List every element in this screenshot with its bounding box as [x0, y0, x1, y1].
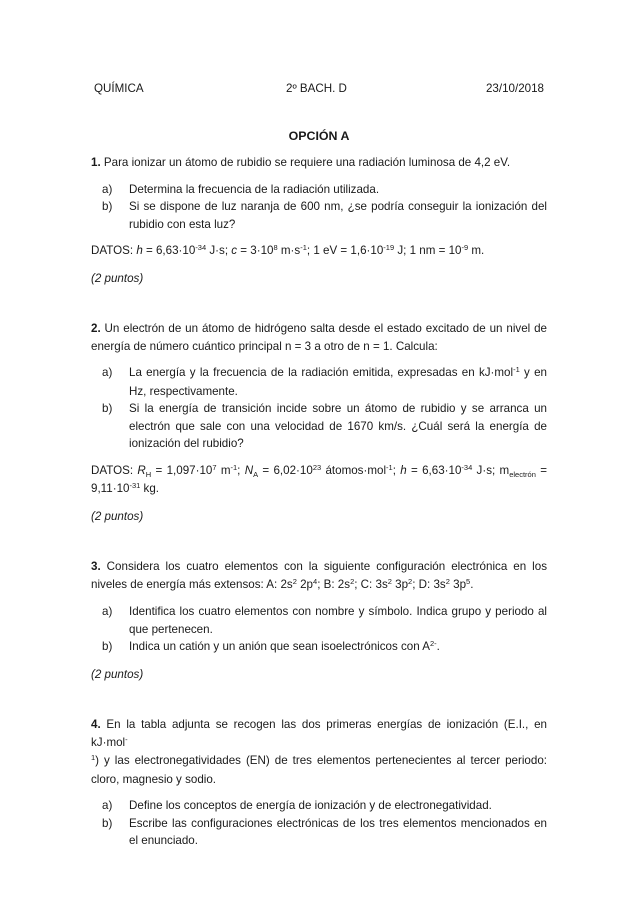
question-number: 1.	[91, 156, 101, 169]
item-label: a)	[102, 182, 113, 196]
question-2-data: DATOS: $R_H = 1,097\cdot 10^7$ $m^{-1}$; $N_A = 6,02\cdot 10^{23}$ átomos·mol$^{-1}$; $h = 6,63\cdot 10^{-34}$ J·s; $m_{electrón} = 9,11\cdot 10^{-31}$ kg.	[91, 462, 547, 495]
question-text: En la tabla adjunta se recogen las dos primeras energías de ionización (E.I., en kJ·mol	[91, 718, 547, 749]
section-title: OPCIÓN A	[288, 129, 350, 143]
list-item	[91, 815, 547, 850]
question-2-items	[91, 364, 547, 453]
exam-content	[91, 154, 547, 859]
question-number: 3.	[91, 560, 101, 573]
item-text: Si la energía de transición incide sobre un átomo de rubidio y se arranca un electrón que sale con una velocidad de 1670 km/s. ¿Cuál será la energía de ionización del rubidio?	[129, 402, 547, 450]
header-subject: QUÍMICA	[94, 82, 144, 95]
question-text: Considera los cuatro elementos con la siguiente configuración electrónica en los niveles de energía más extensos: A: 2s	[91, 560, 547, 591]
question-4-items	[91, 797, 547, 850]
question-1-items	[91, 181, 547, 234]
header-course: 2º BACH. D	[286, 82, 347, 95]
item-label: b)	[102, 402, 113, 415]
item-label: a)	[102, 366, 113, 379]
item-text: Indica un catión y un anión que sean isoelectrónicos con A	[129, 640, 430, 653]
item-label: b)	[102, 816, 113, 830]
header-date: 23/10/2018	[485, 82, 544, 95]
question-3-items	[91, 603, 547, 657]
item-label: a)	[102, 605, 113, 618]
question-text: Un electrón de un átomo de hidrógeno salta desde el estado excitado de un nivel de energía de número cuántico principal n = 3 a otro de n = 1. Calcula:	[91, 322, 547, 353]
list-item	[91, 797, 547, 815]
list-item: b) Indica un catión y un anión que sean isoelectrónicos con $A^{2-}$.	[91, 638, 547, 657]
item-text: Determina la frecuencia de la radiación utilizada.	[129, 182, 380, 196]
list-item	[91, 400, 547, 453]
item-label: a)	[102, 799, 113, 812]
item-label: b)	[102, 200, 113, 213]
question-text: Para ionizar un átomo de rubidio se requiere una radiación luminosa de 4,2 eV.	[100, 156, 511, 169]
item-text: La energía y la frecuencia de la radiación emitida, expresadas en kJ·mol	[129, 366, 514, 379]
list-item	[91, 603, 547, 638]
question-text-continued: ) y las electronegatividades (EN) de tres elementos pertenecientes al tercer periodo: cloro, magnesio y sodio.	[91, 754, 547, 786]
item-text: Identifica los cuatro elementos con nombre y símbolo. Indica grupo y periodo al que pertenecen.	[129, 605, 547, 636]
question-number: 4.	[91, 718, 101, 731]
item-label: b)	[102, 640, 113, 653]
item-text: Si se dispone de luz naranja de 600 nm, ¿se podría conseguir la ionización del rubidio con esta luz?	[129, 200, 547, 231]
question-2-points: (2 puntos)	[91, 509, 144, 523]
question-3-points: (2 puntos)	[91, 667, 144, 681]
list-item: a) La energía y la frecuencia de la radiación emitida, expresadas en kJ·mol$^{-1}$ y en Hz, respectivamente.	[102, 365, 547, 398]
question-1-data: DATOS: $h = 6,63\cdot 10^{-34}$ J·s; $c = 3\cdot 10^8$ $m\cdot s^{-1}$; 1 eV = $1,6\cdot 10^{-19}$ J; 1 nm = $10^{-9}$ m.	[91, 243, 485, 257]
question-1-points: (2 puntos)	[91, 271, 144, 285]
question-3: 3. Considera los cuatro elementos con la siguiente configuración electrónica en los niveles de energía más extensos: A: $2s^2$ $2p^4$; B: $2s^2$; C: $3s^2$ $3p^2$; D: $3s^2$ $3p^5$.	[91, 560, 547, 591]
question-1	[91, 154, 547, 172]
item-text-tail: y en Hz, respectivamente.	[129, 366, 547, 398]
question-4: 4. En la tabla adjunta se recogen las dos primeras energías de ionización (E.I., en kJ·mol- $^1$) y las electronegatividades (EN) de tres elementos pertenecientes al tercer periodo: cloro, magnesio y sodio.	[91, 718, 547, 786]
list-item	[91, 198, 547, 233]
item-text: Define los conceptos de energía de ionización y de electronegatividad.	[129, 799, 492, 812]
list-item	[91, 181, 547, 199]
question-number: 2.	[91, 322, 101, 335]
header	[94, 80, 544, 98]
item-text: Escribe las configuraciones electrónicas de los tres elementos mencionados en el enunciado.	[129, 816, 547, 847]
question-2	[91, 320, 547, 355]
